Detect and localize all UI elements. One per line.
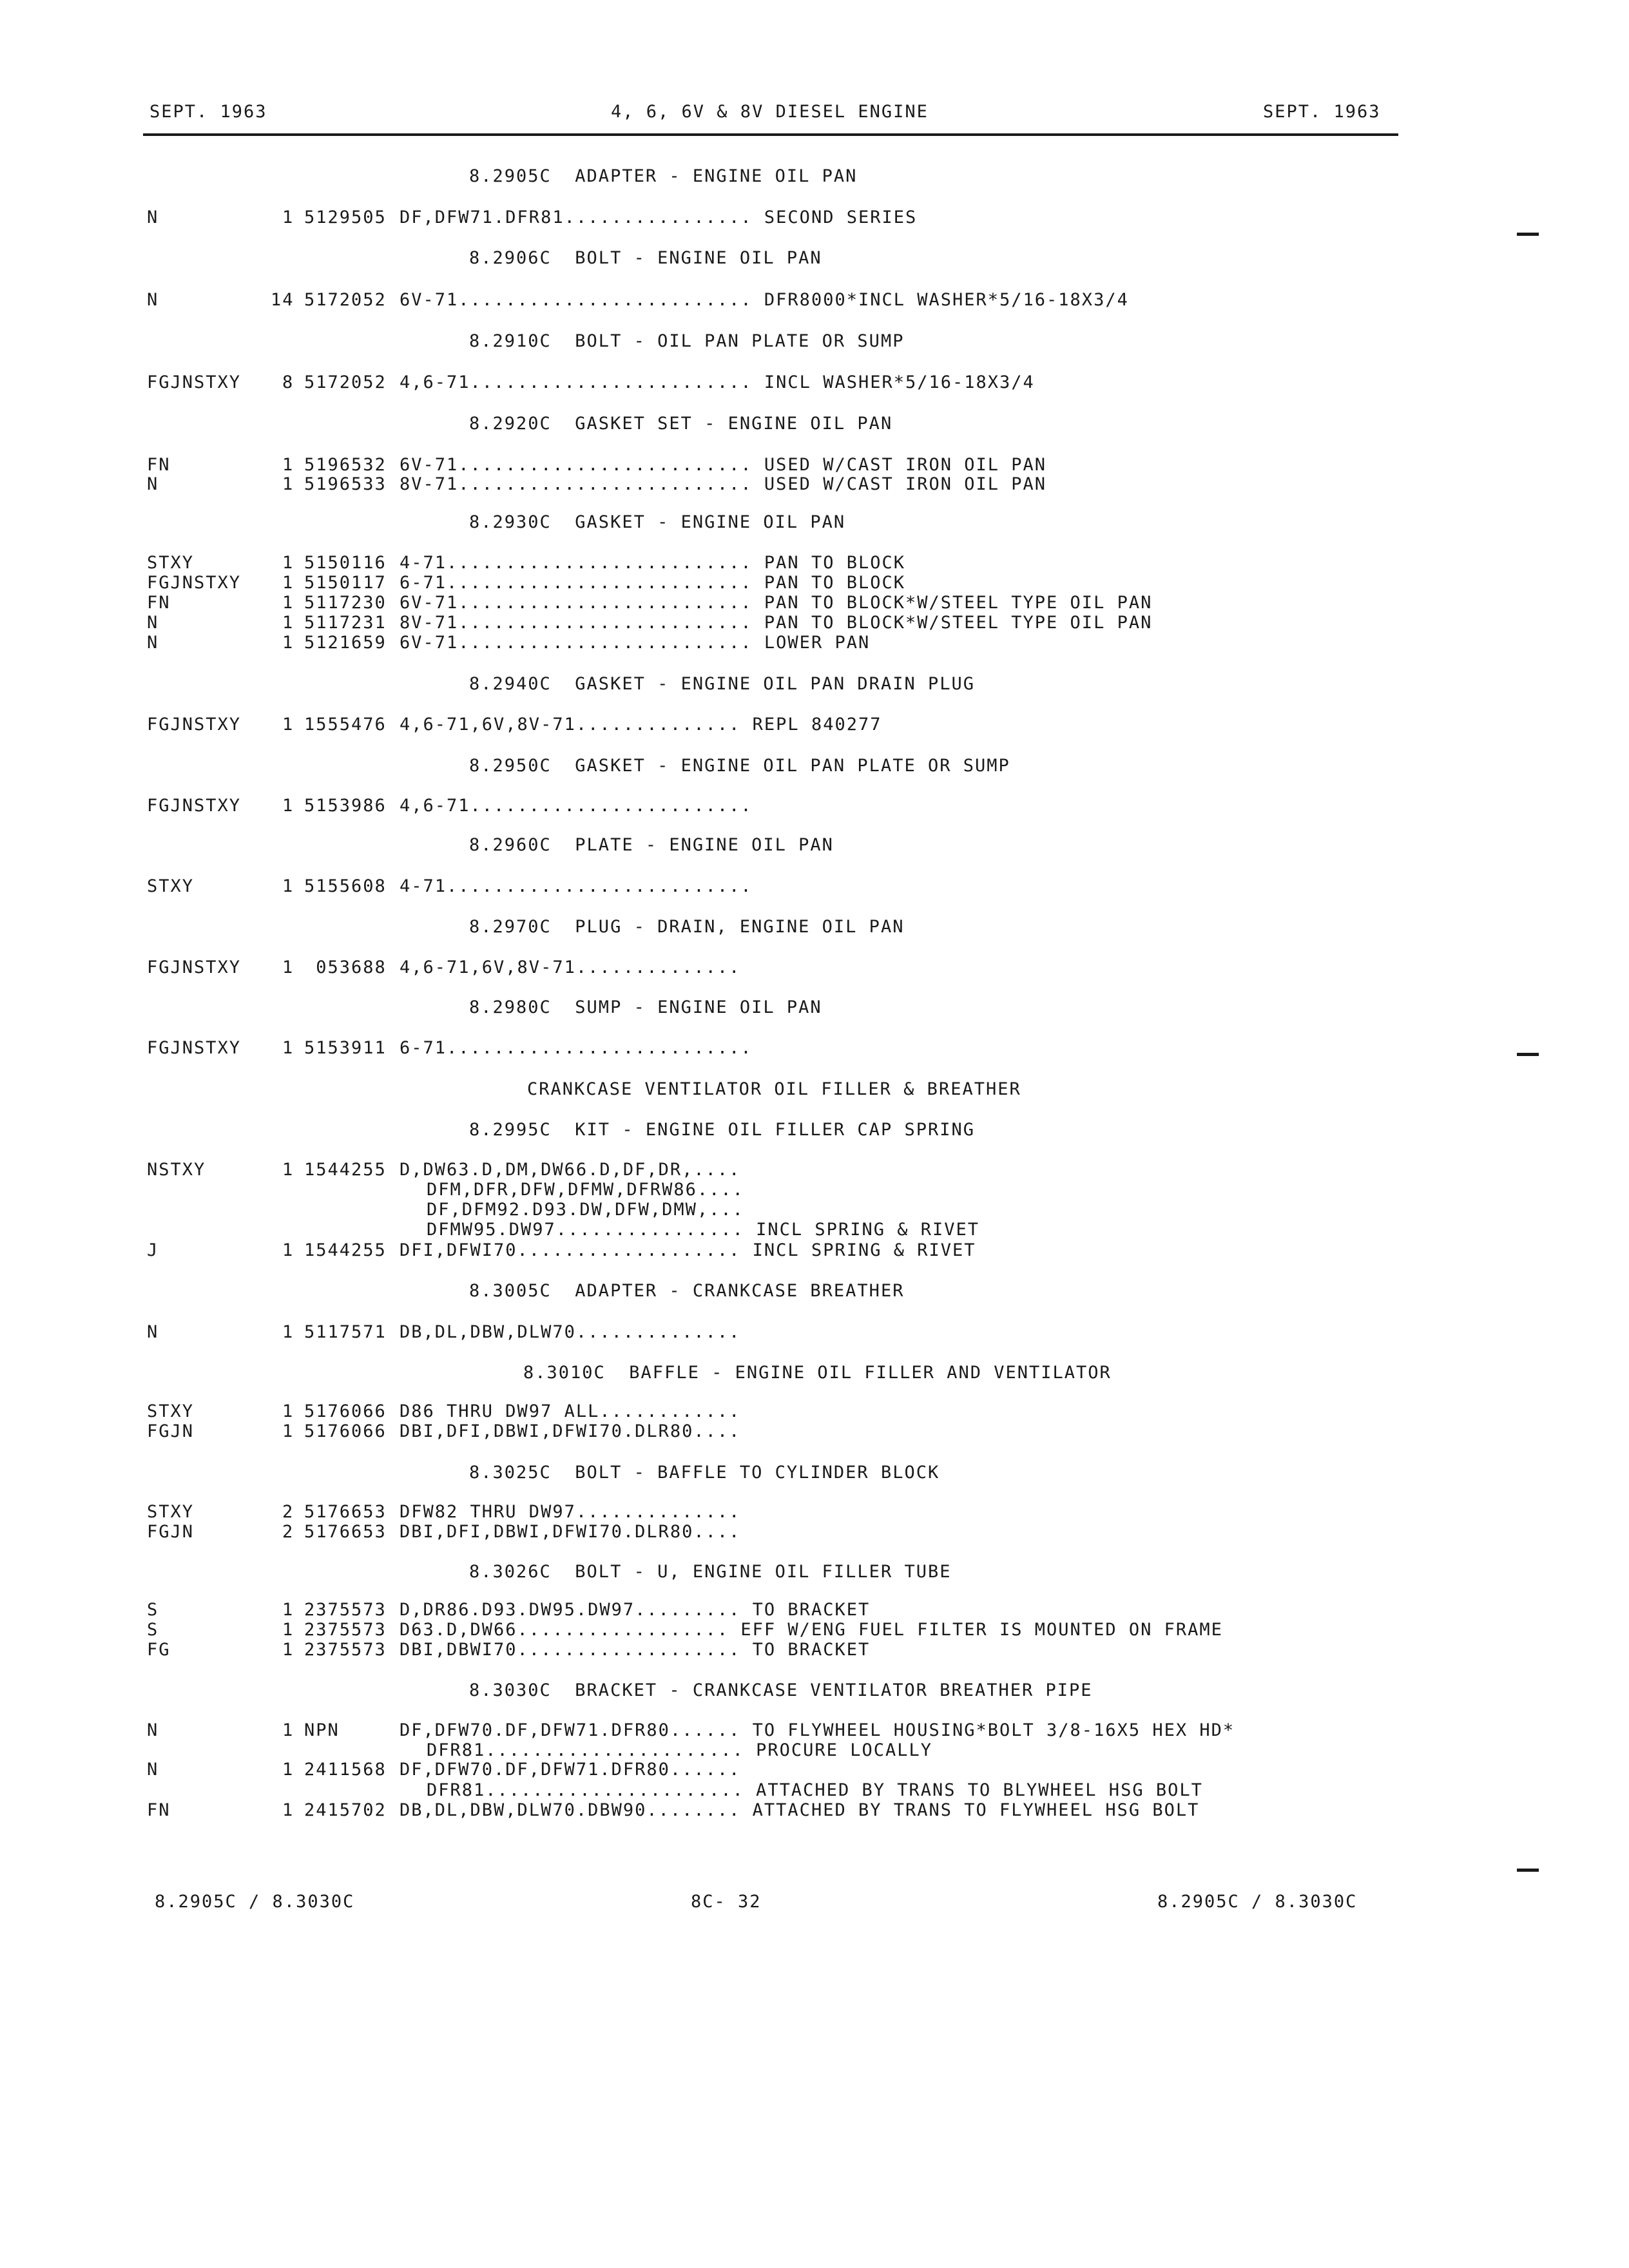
section-heading: 8.3026C BOLT - U, ENGINE OIL FILLER TUBE bbox=[469, 1562, 952, 1582]
item-description: 6-71.......................... PAN TO BLOCK bbox=[400, 573, 905, 593]
item-description-continued: DFMW95.DW97................ INCL SPRING & RIVET bbox=[427, 1220, 980, 1240]
quantity: 1 bbox=[282, 876, 294, 896]
model-code: N bbox=[147, 633, 159, 653]
item-description-continued: DF,DFM92.D93.DW,DFW,DMW,... bbox=[427, 1200, 744, 1220]
model-code: FGJNSTXY bbox=[147, 1038, 242, 1058]
quantity: 2 bbox=[282, 1502, 294, 1522]
item-description: 6V-71......................... USED W/CAST IRON OIL PAN bbox=[400, 455, 1047, 475]
quantity: 1 bbox=[282, 715, 294, 735]
part-number: 2375573 bbox=[304, 1620, 387, 1640]
header-title: 4, 6, 6V & 8V DIESEL ENGINE bbox=[611, 102, 929, 122]
item-description: D86 THRU DW97 ALL............ bbox=[400, 1401, 741, 1421]
part-number: 5150116 bbox=[304, 553, 387, 573]
part-number: 5129505 bbox=[304, 207, 387, 227]
part-number: 5176653 bbox=[304, 1522, 387, 1542]
part-number: 5155608 bbox=[304, 876, 387, 896]
section-heading: 8.2930C GASKET - ENGINE OIL PAN bbox=[469, 512, 846, 532]
section-heading: 8.2980C SUMP - ENGINE OIL PAN bbox=[469, 997, 822, 1017]
item-description: 6V-71......................... LOWER PAN bbox=[400, 633, 871, 653]
model-code: N bbox=[147, 474, 159, 494]
quantity: 1 bbox=[282, 207, 294, 227]
item-description: DF,DFW70.DF,DFW71.DFR80...... TO FLYWHEEL HOUSING*BOLT 3/8-16X5 HEX HD* bbox=[400, 1720, 1235, 1740]
model-code: FGJN bbox=[147, 1522, 195, 1542]
quantity: 1 bbox=[282, 1038, 294, 1058]
item-description: DB,DL,DBW,DLW70.............. bbox=[400, 1322, 741, 1342]
part-number: 5172052 bbox=[304, 290, 387, 310]
item-description: 4,6-71........................ bbox=[400, 796, 753, 816]
section-heading: 8.2960C PLATE - ENGINE OIL PAN bbox=[469, 835, 834, 855]
section-heading: 8.2910C BOLT - OIL PAN PLATE OR SUMP bbox=[469, 331, 905, 351]
part-number: 5117571 bbox=[304, 1322, 387, 1342]
part-number: 5121659 bbox=[304, 633, 387, 653]
part-number: 5176066 bbox=[304, 1401, 387, 1421]
part-number: 5196532 bbox=[304, 455, 387, 475]
section-heading: 8.3030C BRACKET - CRANKCASE VENTILATOR BREATHER PIPE bbox=[469, 1680, 1093, 1700]
quantity: 1 bbox=[282, 1240, 294, 1260]
section-heading: 8.2970C PLUG - DRAIN, ENGINE OIL PAN bbox=[469, 917, 905, 937]
part-number: 2411568 bbox=[304, 1760, 387, 1780]
item-description: 4-71.......................... PAN TO BLOCK bbox=[400, 553, 905, 573]
part-number: 053688 bbox=[304, 957, 387, 977]
part-number: 1544255 bbox=[304, 1160, 387, 1180]
model-code: N bbox=[147, 1720, 159, 1740]
model-code: J bbox=[147, 1240, 159, 1260]
part-number: 5172052 bbox=[304, 372, 387, 392]
section-heading: 8.3010C BAFFLE - ENGINE OIL FILLER AND VENTILATOR bbox=[523, 1363, 1112, 1383]
item-description: 6-71.......................... bbox=[400, 1038, 753, 1058]
section-heading: 8.2940C GASKET - ENGINE OIL PAN DRAIN PLUG bbox=[469, 674, 975, 694]
item-description: DFW82 THRU DW97.............. bbox=[400, 1502, 741, 1522]
header-date-left: SEPT. 1963 bbox=[149, 102, 267, 122]
item-description-continued: DFR81...................... PROCURE LOCALLY bbox=[427, 1740, 932, 1760]
part-number: 5176066 bbox=[304, 1421, 387, 1441]
part-number: 5117230 bbox=[304, 593, 387, 613]
part-number: NPN bbox=[304, 1720, 340, 1740]
model-code: S bbox=[147, 1620, 159, 1640]
part-number: 2375573 bbox=[304, 1600, 387, 1620]
item-description: DB,DL,DBW,DLW70.DBW90........ ATTACHED BY TRANS TO FLYWHEEL HSG BOLT bbox=[400, 1800, 1200, 1820]
quantity: 1 bbox=[282, 1640, 294, 1660]
quantity: 1 bbox=[282, 553, 294, 573]
item-description: DBI,DFI,DBWI,DFWI70.DLR80.... bbox=[400, 1421, 741, 1441]
quantity: 1 bbox=[282, 1800, 294, 1820]
model-code: N bbox=[147, 1322, 159, 1342]
quantity: 1 bbox=[282, 1160, 294, 1180]
item-description: DF,DFW70.DF,DFW71.DFR80...... bbox=[400, 1760, 741, 1780]
item-description: 8V-71......................... USED W/CAST IRON OIL PAN bbox=[400, 474, 1047, 494]
quantity: 1 bbox=[282, 796, 294, 816]
item-description: 8V-71......................... PAN TO BLOCK*W/STEEL TYPE OIL PAN bbox=[400, 613, 1153, 633]
margin-tick-mark bbox=[1517, 233, 1539, 236]
model-code: FG bbox=[147, 1640, 171, 1660]
model-code: STXY bbox=[147, 553, 195, 573]
model-code: N bbox=[147, 290, 159, 310]
footer-range-left: 8.2905C / 8.3030C bbox=[155, 1892, 355, 1912]
part-number: 1555476 bbox=[304, 715, 387, 735]
part-number: 1544255 bbox=[304, 1240, 387, 1260]
quantity: 1 bbox=[282, 573, 294, 593]
part-number: 5153986 bbox=[304, 796, 387, 816]
item-description: D,DW63.D,DM,DW66.D,DF,DR,.... bbox=[400, 1160, 741, 1180]
part-number: 2415702 bbox=[304, 1800, 387, 1820]
item-description: DF,DFW71.DFR81................ SECOND SERIES bbox=[400, 207, 918, 227]
item-description: 4,6-71........................ INCL WASHER*5/16-18X3/4 bbox=[400, 372, 1035, 392]
model-code: S bbox=[147, 1600, 159, 1620]
item-description: 4,6-71,6V,8V-71.............. bbox=[400, 957, 741, 977]
item-description-continued: DFR81...................... ATTACHED BY TRANS TO BLYWHEEL HSG BOLT bbox=[427, 1780, 1203, 1800]
model-code: N bbox=[147, 207, 159, 227]
footer-range-right: 8.2905C / 8.3030C bbox=[1157, 1892, 1358, 1912]
item-description: DBI,DBWI70................... TO BRACKET bbox=[400, 1640, 871, 1660]
part-number: 5196533 bbox=[304, 474, 387, 494]
model-code: STXY bbox=[147, 1502, 195, 1522]
quantity: 14 bbox=[271, 290, 294, 310]
item-description: DBI,DFI,DBWI,DFWI70.DLR80.... bbox=[400, 1522, 741, 1542]
section-heading: 8.2950C GASKET - ENGINE OIL PAN PLATE OR SUMP bbox=[469, 756, 1010, 776]
model-code: FGJN bbox=[147, 1421, 195, 1441]
section-heading: 8.2906C BOLT - ENGINE OIL PAN bbox=[469, 248, 822, 268]
quantity: 1 bbox=[282, 1421, 294, 1441]
quantity: 1 bbox=[282, 1600, 294, 1620]
item-description: D,DR86.D93.DW95.DW97......... TO BRACKET bbox=[400, 1600, 871, 1620]
model-code: FN bbox=[147, 455, 171, 475]
model-code: FGJNSTXY bbox=[147, 715, 242, 735]
group-heading: CRANKCASE VENTILATOR OIL FILLER & BREATHER bbox=[527, 1079, 1021, 1099]
quantity: 2 bbox=[282, 1522, 294, 1542]
model-code: NSTXY bbox=[147, 1160, 206, 1180]
model-code: FGJNSTXY bbox=[147, 957, 242, 977]
item-description: 4,6-71,6V,8V-71.............. REPL 840277 bbox=[400, 715, 882, 735]
item-description: 6V-71......................... DFR8000*INCL WASHER*5/16-18X3/4 bbox=[400, 290, 1129, 310]
quantity: 1 bbox=[282, 1760, 294, 1780]
model-code: FGJNSTXY bbox=[147, 573, 242, 593]
margin-tick-mark bbox=[1517, 1053, 1539, 1056]
section-heading: 8.2905C ADAPTER - ENGINE OIL PAN bbox=[469, 166, 858, 186]
model-code: FN bbox=[147, 593, 171, 613]
model-code: STXY bbox=[147, 876, 195, 896]
section-heading: 8.3025C BOLT - BAFFLE TO CYLINDER BLOCK bbox=[469, 1463, 940, 1483]
quantity: 8 bbox=[282, 372, 294, 392]
quantity: 1 bbox=[282, 593, 294, 613]
section-heading: 8.2920C GASKET SET - ENGINE OIL PAN bbox=[469, 414, 893, 434]
part-number: 2375573 bbox=[304, 1640, 387, 1660]
part-number: 5150117 bbox=[304, 573, 387, 593]
header-date-right: SEPT. 1963 bbox=[1263, 102, 1381, 122]
quantity: 1 bbox=[282, 474, 294, 494]
quantity: 1 bbox=[282, 1401, 294, 1421]
margin-tick-mark bbox=[1517, 1869, 1539, 1872]
model-code: FGJNSTXY bbox=[147, 372, 242, 392]
part-number: 5153911 bbox=[304, 1038, 387, 1058]
item-description: D63.D,DW66.................. EFF W/ENG FUEL FILTER IS MOUNTED ON FRAME bbox=[400, 1620, 1223, 1640]
model-code: N bbox=[147, 613, 159, 633]
model-code: N bbox=[147, 1760, 159, 1780]
model-code: STXY bbox=[147, 1401, 195, 1421]
model-code: FGJNSTXY bbox=[147, 796, 242, 816]
section-heading: 8.2995C KIT - ENGINE OIL FILLER CAP SPRING bbox=[469, 1120, 975, 1140]
item-description: 4-71.......................... bbox=[400, 876, 753, 896]
quantity: 1 bbox=[282, 957, 294, 977]
page-number: 8C- 32 bbox=[691, 1892, 762, 1912]
item-description: DFI,DFWI70................... INCL SPRING & RIVET bbox=[400, 1240, 976, 1260]
quantity: 1 bbox=[282, 1720, 294, 1740]
item-description: 6V-71......................... PAN TO BLOCK*W/STEEL TYPE OIL PAN bbox=[400, 593, 1153, 613]
quantity: 1 bbox=[282, 1322, 294, 1342]
part-number: 5117231 bbox=[304, 613, 387, 633]
quantity: 1 bbox=[282, 1620, 294, 1640]
item-description-continued: DFM,DFR,DFW,DFMW,DFRW86.... bbox=[427, 1180, 744, 1200]
quantity: 1 bbox=[282, 613, 294, 633]
quantity: 1 bbox=[282, 633, 294, 653]
section-heading: 8.3005C ADAPTER - CRANKCASE BREATHER bbox=[469, 1281, 905, 1301]
quantity: 1 bbox=[282, 455, 294, 475]
part-number: 5176653 bbox=[304, 1502, 387, 1522]
model-code: FN bbox=[147, 1800, 171, 1820]
